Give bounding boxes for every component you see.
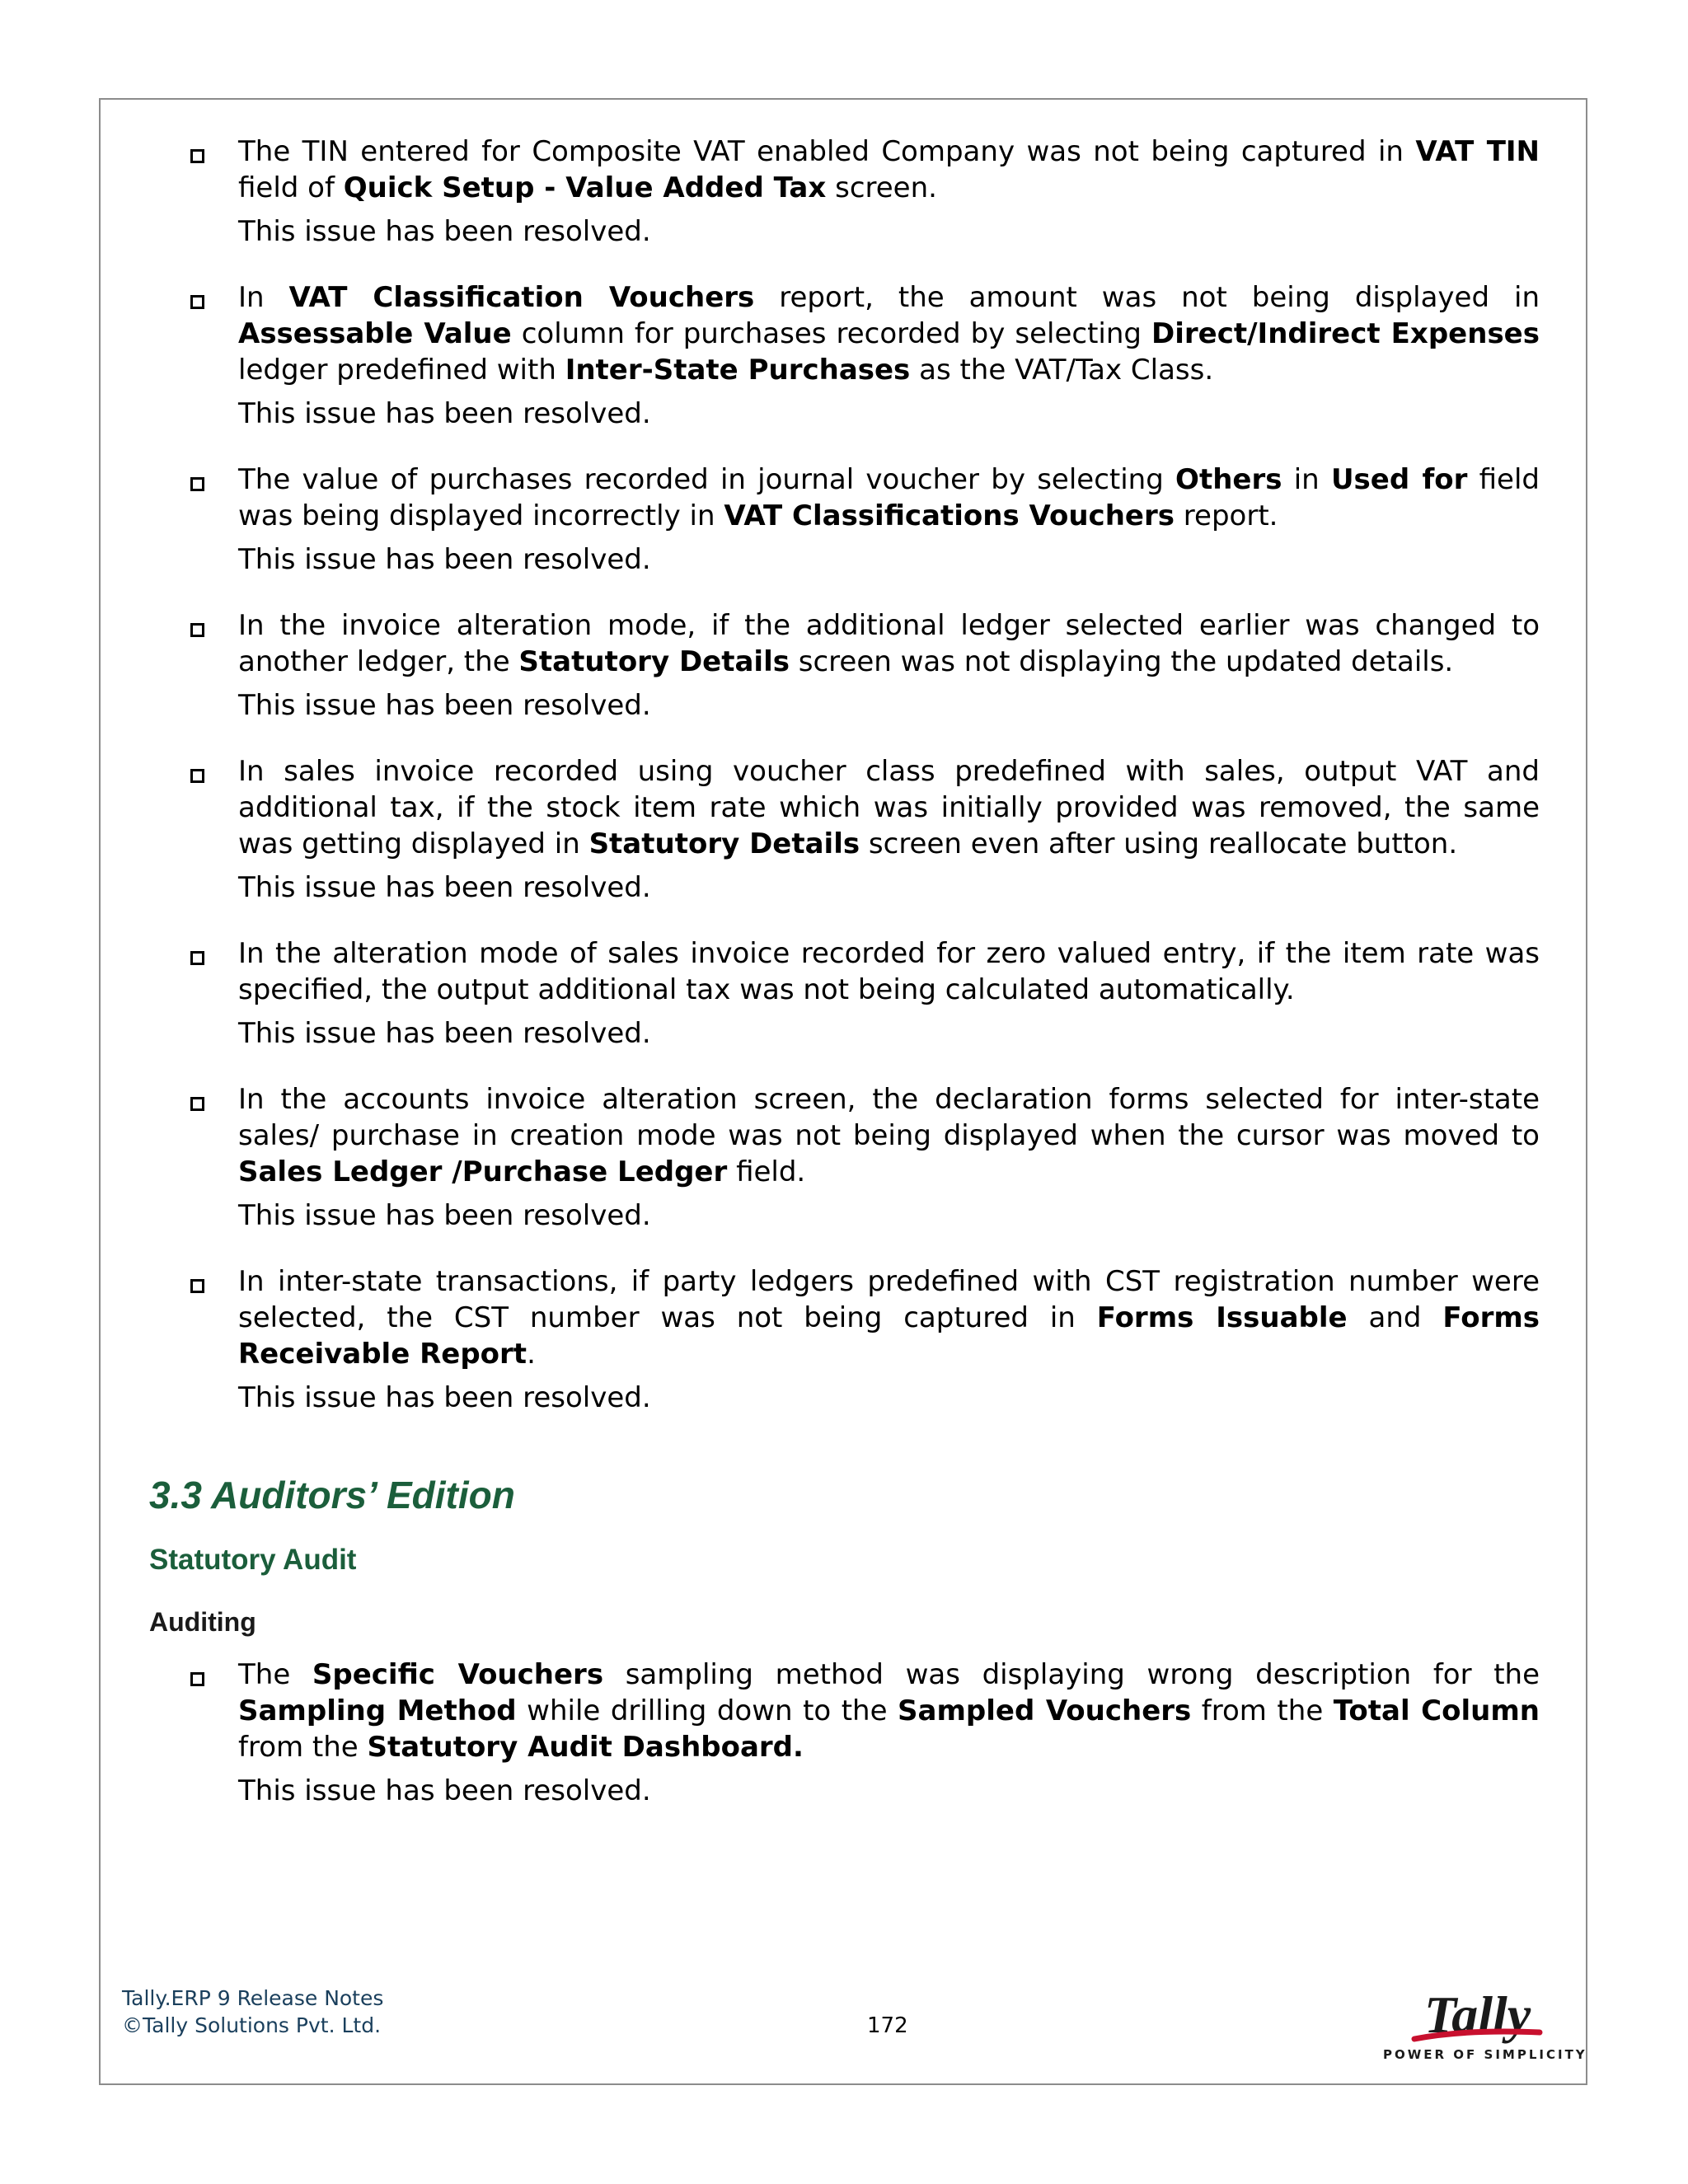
bold-term: VAT Classifications Vouchers — [724, 499, 1175, 532]
bold-term: Statutory Details — [518, 645, 790, 678]
text-run: report, the amount was not being displayed in — [754, 281, 1540, 314]
text-run: ledger predefined with — [238, 354, 565, 387]
footer-copyright: ©Tally Solutions Pvt. Ltd. — [122, 2013, 382, 2037]
bold-term: Direct/Indirect Expenses — [1151, 317, 1540, 350]
square-bullet-icon — [190, 1279, 204, 1293]
text-run: In the invoice alteration mode, if the additional ledger selected earlier was changed to another ledger, the — [238, 609, 1540, 678]
section-heading: 3.3 Auditors’ Edition — [149, 1474, 515, 1516]
resolution-note: This issue has been resolved. — [238, 543, 651, 576]
text-run: sampling method was displaying wrong description for the — [603, 1658, 1540, 1691]
text-run: from the — [238, 1731, 368, 1764]
text-run: in — [1282, 463, 1331, 496]
bold-term: Total Column — [1333, 1694, 1540, 1727]
list-item — [149, 1657, 1540, 1809]
square-bullet-icon — [190, 295, 204, 309]
resolution-note: This issue has been resolved. — [238, 689, 651, 722]
issue-description — [238, 607, 1540, 680]
square-bullet-icon — [190, 1097, 204, 1111]
text-run: The TIN entered for Composite VAT enabled Company was not being captured in — [238, 135, 1416, 168]
text-run: screen even after using reallocate button. — [860, 827, 1458, 860]
issue-description — [238, 134, 1540, 206]
bold-term: Quick Setup - Value Added Tax — [343, 171, 827, 204]
logo-tagline: POWER OF SIMPLICITY — [1383, 2047, 1587, 2062]
bold-term: Used for — [1330, 463, 1468, 496]
auditing-issue-list — [149, 1657, 1540, 1839]
resolution-note: This issue has been resolved. — [238, 1017, 651, 1050]
list-item — [149, 462, 1540, 578]
tally-logo-text: Tally — [1424, 1985, 1531, 2044]
bold-term: Statutory Details — [588, 827, 860, 860]
square-bullet-icon — [190, 477, 204, 491]
text-run: In the accounts invoice alteration screen, the declaration forms selected for inter-state sales/ purchase in creation mode was not being displayed when the cursor was moved to — [238, 1083, 1540, 1152]
footer-doc-title: Tally.ERP 9 Release Notes — [122, 1986, 384, 2010]
text-run: screen was not displaying the updated details. — [789, 645, 1454, 678]
list-item — [149, 1081, 1540, 1234]
bold-term: Forms Receivable Report — [238, 1301, 1540, 1371]
subsection-heading: Statutory Audit — [149, 1544, 357, 1576]
text-run: In the alteration mode of sales invoice recorded for zero valued entry, if the item rate was specified, the output additional tax was not being calculated automatically. — [238, 937, 1540, 1006]
issue-description — [238, 1081, 1540, 1190]
resolution-note: This issue has been resolved. — [238, 1381, 651, 1414]
text-run: field of — [238, 171, 344, 204]
text-run: report. — [1175, 499, 1278, 532]
resolution-note: This issue has been resolved. — [238, 1199, 651, 1232]
text-run: as the VAT/Tax Class. — [910, 354, 1214, 387]
square-bullet-icon — [190, 769, 204, 783]
bold-term: Assessable Value — [238, 317, 512, 350]
list-item — [149, 1263, 1540, 1416]
list-item — [149, 753, 1540, 906]
square-bullet-icon — [190, 623, 204, 637]
issue-description — [238, 462, 1540, 534]
text-run: field. — [727, 1155, 806, 1188]
bold-term: Specific Vouchers — [312, 1658, 604, 1691]
square-bullet-icon — [190, 1672, 204, 1686]
issue-list — [149, 134, 1540, 1446]
square-bullet-icon — [190, 951, 204, 965]
bold-term: Others — [1175, 463, 1282, 496]
text-run: The value of purchases recorded in journal voucher by selecting — [238, 463, 1176, 496]
text-run: . — [527, 1338, 536, 1371]
issue-description — [238, 935, 1540, 1008]
bold-term: Forms Issuable — [1096, 1301, 1348, 1334]
list-item — [149, 279, 1540, 432]
resolution-note: This issue has been resolved. — [238, 1774, 651, 1807]
issue-description — [238, 1657, 1540, 1765]
text-run: In — [238, 281, 289, 314]
text-run: while drilling down to the — [516, 1694, 898, 1727]
bold-term: Sampled Vouchers — [898, 1694, 1192, 1727]
text-run: field was being displayed incorrectly in — [238, 463, 1540, 532]
list-item — [149, 134, 1540, 250]
issue-description — [238, 279, 1540, 388]
issue-description — [238, 753, 1540, 862]
subsubsection-heading: Auditing — [149, 1607, 256, 1637]
bold-term: Sampling Method — [238, 1694, 517, 1727]
resolution-note: This issue has been resolved. — [238, 215, 651, 248]
bold-term: Statutory Audit Dashboard. — [367, 1731, 804, 1764]
resolution-note: This issue has been resolved. — [238, 397, 651, 430]
page-number: 172 — [867, 2013, 908, 2038]
bold-term: VAT TIN — [1415, 135, 1540, 168]
list-item — [149, 607, 1540, 724]
list-item — [149, 935, 1540, 1052]
text-run: and — [1347, 1301, 1443, 1334]
resolution-note: This issue has been resolved. — [238, 871, 651, 904]
text-run: The — [238, 1658, 312, 1691]
bold-term: VAT Classification Vouchers — [288, 281, 755, 314]
issue-description — [238, 1263, 1540, 1372]
text-run: In inter-state transactions, if party ledgers predefined with CST registration number were selected, the CST number was not being captured in — [238, 1265, 1540, 1334]
square-bullet-icon — [190, 149, 204, 163]
text-run: In sales invoice recorded using voucher class predefined with sales, output VAT and additional tax, if the stock item rate which was initially provided was removed, the same was getting displayed in — [238, 755, 1540, 860]
text-run: from the — [1191, 1694, 1334, 1727]
text-run: screen. — [826, 171, 937, 204]
footer-info — [122, 1985, 383, 2039]
bold-term: Inter-State Purchases — [565, 354, 911, 387]
bold-term: Sales Ledger /Purchase Ledger — [238, 1155, 728, 1188]
text-run: column for purchases recorded by selecting — [511, 317, 1152, 350]
